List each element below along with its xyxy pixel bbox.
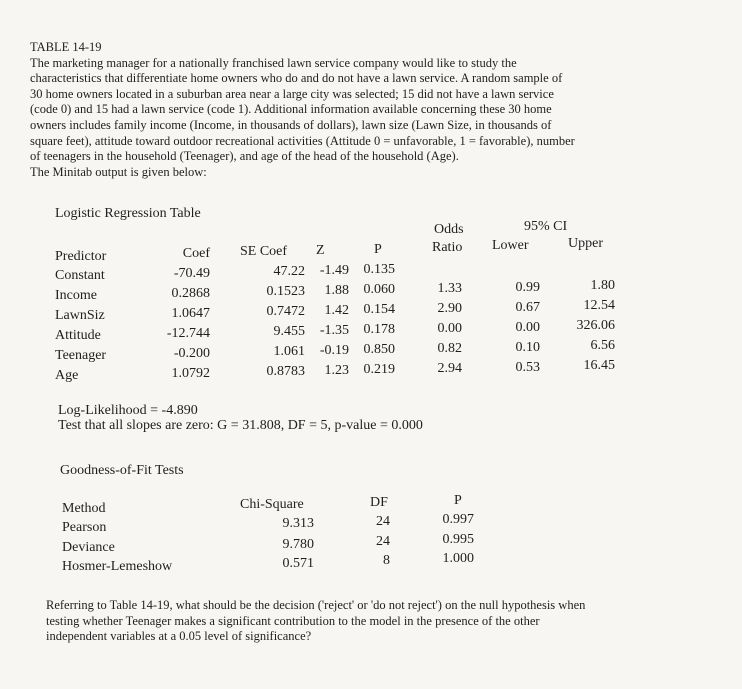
col-header: Upper xyxy=(568,236,603,251)
col-header: P xyxy=(374,242,382,257)
table-cell: Hosmer-Lemeshow xyxy=(62,559,173,574)
table-cell: 9.313 xyxy=(282,516,314,531)
table-cell: Teenager xyxy=(55,348,107,363)
col-header: Z xyxy=(316,243,325,258)
intro-text xyxy=(30,40,575,180)
table-cell: LawnSiz xyxy=(55,308,105,323)
intro-line: 30 home owners located in a suburban area near a large city was selected; 15 did not have a lawn service xyxy=(30,86,554,101)
table-cell: 1.061 xyxy=(273,344,305,359)
col-header: Method xyxy=(62,501,106,516)
table-cell: 0.00 xyxy=(515,320,540,335)
col-header: P xyxy=(454,493,462,508)
gof-title: Goodness-of-Fit Tests xyxy=(60,463,184,478)
col-header: SE Coef xyxy=(240,244,288,259)
table-cell: -1.35 xyxy=(319,323,349,338)
table-cell: -70.49 xyxy=(173,266,210,281)
table-cell: 0.135 xyxy=(363,262,395,277)
table-cell: 0.7472 xyxy=(266,304,305,319)
table-cell: -0.19 xyxy=(319,343,349,358)
table-cell: 1.0792 xyxy=(171,366,210,381)
table-cell: -0.200 xyxy=(173,346,210,361)
table-cell: 9.780 xyxy=(282,537,314,552)
log-likelihood: Log-Likelihood = -4.890 xyxy=(58,403,198,418)
table-cell: Deviance xyxy=(62,540,115,555)
table-cell: Constant xyxy=(55,268,105,283)
col-header: DF xyxy=(370,495,388,510)
intro-line: (code 0) and 15 had a lawn service (code 1). Additional information available concerning these 30 home xyxy=(30,102,552,117)
table-cell: 0.8783 xyxy=(266,364,305,379)
table-cell: 24 xyxy=(376,514,390,529)
slopes-test: Test that all slopes are zero: G = 31.808, DF = 5, p-value = 0.000 xyxy=(58,418,423,433)
table-cell: 0.53 xyxy=(515,360,540,375)
question-line: testing whether Teenager makes a significant contribution to the model in the presence of the other xyxy=(46,613,540,628)
table-cell: 0.10 xyxy=(515,340,540,355)
table-cell: 47.22 xyxy=(273,264,305,279)
table-cell: 326.06 xyxy=(576,318,615,333)
table-cell: 1.42 xyxy=(324,303,349,318)
table-cell: 0.99 xyxy=(515,280,540,295)
intro-line: The marketing manager for a nationally franchised lawn service company would like to study the xyxy=(30,55,517,70)
table-cell: 9.455 xyxy=(273,324,305,339)
table-cell: 2.90 xyxy=(437,301,462,316)
table-cell: 0.571 xyxy=(282,556,314,571)
table-cell: 0.67 xyxy=(515,300,540,315)
table-cell: 0.850 xyxy=(363,342,395,357)
table-cell: 1.23 xyxy=(324,363,349,378)
col-header: Ratio xyxy=(432,240,463,255)
intro-line: characteristics that differentiate home owners who do and do not have a lawn service. A random sample of xyxy=(30,71,563,86)
table-cell: Attitude xyxy=(55,328,101,343)
question-text xyxy=(46,598,585,645)
table-cell: 1.80 xyxy=(590,278,615,293)
table-cell: 16.45 xyxy=(583,358,615,373)
table-cell: -12.744 xyxy=(166,326,210,341)
logistic-table-title: Logistic Regression Table xyxy=(55,206,201,221)
table-cell: 2.94 xyxy=(437,361,462,376)
table-label: TABLE 14-19 xyxy=(30,40,102,54)
table-cell: 1.000 xyxy=(442,551,474,566)
table-cell: 0.219 xyxy=(363,362,395,377)
table-cell: 1.0647 xyxy=(171,306,210,321)
table-cell: 0.82 xyxy=(437,341,462,356)
table-cell: 12.54 xyxy=(583,298,615,313)
table-cell: 1.33 xyxy=(437,281,462,296)
table-cell: Age xyxy=(55,368,79,383)
table-cell: 24 xyxy=(376,534,390,549)
question-line: Referring to Table 14-19, what should be the decision ('reject' or 'do not reject') on the null hypothesis when xyxy=(46,598,586,612)
col-header: Chi-Square xyxy=(240,497,304,512)
table-cell: 1.88 xyxy=(324,283,349,298)
table-cell: Pearson xyxy=(62,520,107,535)
table-cell: 8 xyxy=(383,553,390,568)
ci-header: 95% CI xyxy=(524,219,568,234)
table-cell: 0.997 xyxy=(442,512,474,527)
table-cell: 0.154 xyxy=(363,302,395,317)
table-cell: 0.995 xyxy=(442,532,474,547)
intro-line: The Minitab output is given below: xyxy=(30,164,207,179)
table-cell: 0.00 xyxy=(437,321,462,336)
odds-header: Odds xyxy=(434,222,464,237)
col-header: Predictor xyxy=(55,249,107,264)
table-cell: 0.060 xyxy=(363,282,395,297)
table-cell: 0.2868 xyxy=(171,286,210,301)
table-cell: 0.1523 xyxy=(266,284,305,299)
table-cell: Income xyxy=(55,288,97,303)
intro-line: owners includes family income (Income, in thousands of dollars), lawn size (Lawn Size, in thousands of xyxy=(30,117,552,132)
table-cell: -1.49 xyxy=(319,263,349,278)
question-line: independent variables at a 0.05 level of significance? xyxy=(46,629,312,643)
table-cell: 6.56 xyxy=(590,338,615,353)
table-cell: 0.178 xyxy=(363,322,395,337)
col-header: Lower xyxy=(492,238,529,253)
intro-line: square feet), attitude toward outdoor recreational activities (Attitude 0 = unfavorable, 1 = favorable), number xyxy=(30,133,575,148)
intro-line: of teenagers in the household (Teenager), and age of the head of the household (Age). xyxy=(30,149,459,164)
col-header: Coef xyxy=(182,246,210,261)
